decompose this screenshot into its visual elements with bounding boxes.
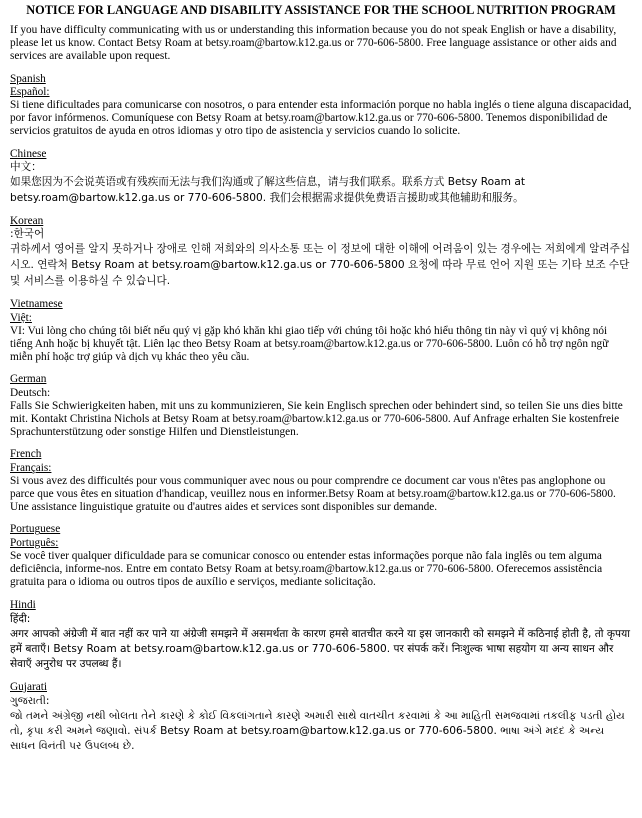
intro-paragraph: If you have difficulty communicating with us or understanding this information because you do not speak English or have a disability, please let us know. Contact Betsy Roam at betsy.roam@bartow.k12.ga.us or 770-606-5800. Free language assistance or other aids and services are available upon request. — [10, 24, 617, 63]
native-language-name: 中文： — [10, 160, 42, 173]
native-language-name: Português: — [10, 536, 59, 549]
section-german — [10, 373, 632, 439]
section-chinese — [10, 148, 632, 206]
language-name: Vietnamese — [10, 298, 63, 311]
section-hindi — [10, 599, 632, 672]
section-korean — [10, 215, 632, 289]
native-language-name: Français: — [10, 461, 52, 474]
section-portuguese — [10, 523, 632, 589]
section-french — [10, 448, 632, 514]
language-name: Korean — [10, 215, 44, 228]
native-language-name: ગુજરાતી: — [10, 694, 50, 707]
section-text: अगर आपको अंग्रेजी में बात नहीं कर पाने या अंग्रेजी समझने में असमर्थता के कारण हमसे बातचीत करने या इस जानकारी को समझने में कठिनाई होती है, तो कृपया हमें बताएँ। Betsy Roam at betsy.roam@bartow.k12.ga.us or 770-606-5800. पर संपर्क करें। निःशुल्क भाषा सहयोग या अन्य साधन और सेवाएँ अनुरोध पर उपलब्ध हैं। — [10, 627, 630, 670]
language-name: German — [10, 373, 47, 386]
language-name: Chinese — [10, 147, 47, 160]
language-name: Hindi — [10, 598, 36, 611]
section-text: Se você tiver qualquer dificuldade para se comunicar conosco ou entender estas informações porque não fala inglês ou tem alguma deficiência, informe-nos. Entre em contato Betsy Roam at betsy.roam@bartow.k12.ga.us or 770-606-5800. Oferecemos assistência gratuita para o idioma ou outros tipos de auxílio e serviços, mediante solicitação. — [10, 549, 603, 589]
section-vietnamese — [10, 298, 632, 364]
native-language-name: Español: — [10, 85, 50, 98]
language-name: French — [10, 448, 42, 461]
native-language-name: Deutsch: — [10, 386, 51, 399]
section-text: Si vous avez des difficultés pour vous communiquer avec nous ou pour comprendre ce document car vous n'êtes pas anglophone ou parce que vous êtes en situation d'handicap, veuillez nous en informer.Betsy Roam at betsy.roam@bartow.k12.ga.us or 770-606-5800. Une assistance linguistique gratuite ou d'autres aides et services sont disponibles sur demande. — [10, 474, 616, 514]
document-title: NOTICE FOR LANGUAGE AND DISABILITY ASSISTANCE FOR THE SCHOOL NUTRITION PROGRAM — [26, 3, 616, 17]
native-language-name: :한국어 — [10, 228, 45, 241]
section-text: Si tiene dificultades para comunicarse con nosotros, o para entender esta información porque no habla inglés o tiene alguna discapacidad, por favor infórmenos. Comuníquese con Betsy Roam at betsy.roam@bartow.k12.ga.us or 770-606-5800. Tenemos disponibilidad de servicios gratuitos de ayuda en otros idiomas y otro tipo de asistencia y servicios cuando lo solicite. — [10, 99, 632, 138]
language-name: Portuguese — [10, 523, 61, 536]
section-text: 如果您因为不会说英语或有残疾而无法与我们沟通或了解这些信息，请与我们联系。联系方式 Betsy Roam at betsy.roam@bartow.k12.ga.us or 770-606-5800. 我们会根据需求提供免费语言援助或其他辅助和服务。 — [10, 176, 525, 205]
native-language-name: Việt: — [10, 311, 32, 324]
language-name: Spanish — [10, 72, 46, 85]
notice-document — [10, 3, 632, 763]
section-text: જો તમને અંગ્રેજી નથી બોલતા તેને કારણે કે કોઈ વિકલાંગતાને કારણે અમારી સાથે વાતચીત કરવામાં કે આ માહિતી સમજવામાં તકલીફ પડતી હોય તો, કૃપા કરી અમને જણાવો. સંપર્ક Betsy Roam at betsy.roam@bartow.k12.ga.us or 770-606-5800. ભાષા અંગે મદદ કે અન્ય સાધન વિનંતી પર ઉપલબ્ધ છે. — [10, 709, 625, 752]
section-text: 귀하께서 영어를 알지 못하거나 장애로 인해 저희와의 의사소통 또는 이 정보에 대한 이해에 어려움이 있는 경우에는 저희에게 알려주십시오. 연락처 Betsy Roam at betsy.roam@bartow.k12.ga.us or 770-606-5800 요청에 따라 무료 언어 지원 또는 기타 보조 수단 및 서비스를 이용하실 수 있습니다. — [10, 243, 631, 288]
section-spanish — [10, 73, 632, 139]
native-language-name: हिंदी: — [10, 612, 31, 625]
section-text: VI: Vui lòng cho chúng tôi biết nếu quý vị gặp khó khăn khi giao tiếp với chúng tôi hoặc khó hiểu thông tin này vì quý vị không nói tiếng Anh hoặc bị khuyết tật. Liên lạc theo Betsy Roam at betsy.roam@bartow.k12.ga.us or 770-606-5800. Luôn có hỗ trợ ngôn ngữ miễn phí hoặc trợ giúp và dịch vụ khác theo yêu cầu. — [10, 324, 609, 364]
section-text: Falls Sie Schwierigkeiten haben, mit uns zu kommunizieren, Sie kein Englisch sprechen oder behindert sind, so teilen Sie uns dies bitte mit. Kontakt Christina Nichols at Betsy Roam at betsy.roam@bartow.k12.ga.us or 770-606-5800. Auf Anfrage erhalten Sie kostenfreie Sprachunterstützung oder sonstige Hilfen und Dienstleistungen. — [10, 399, 623, 439]
language-name: Gujarati — [10, 680, 48, 693]
section-gujarati — [10, 681, 632, 754]
